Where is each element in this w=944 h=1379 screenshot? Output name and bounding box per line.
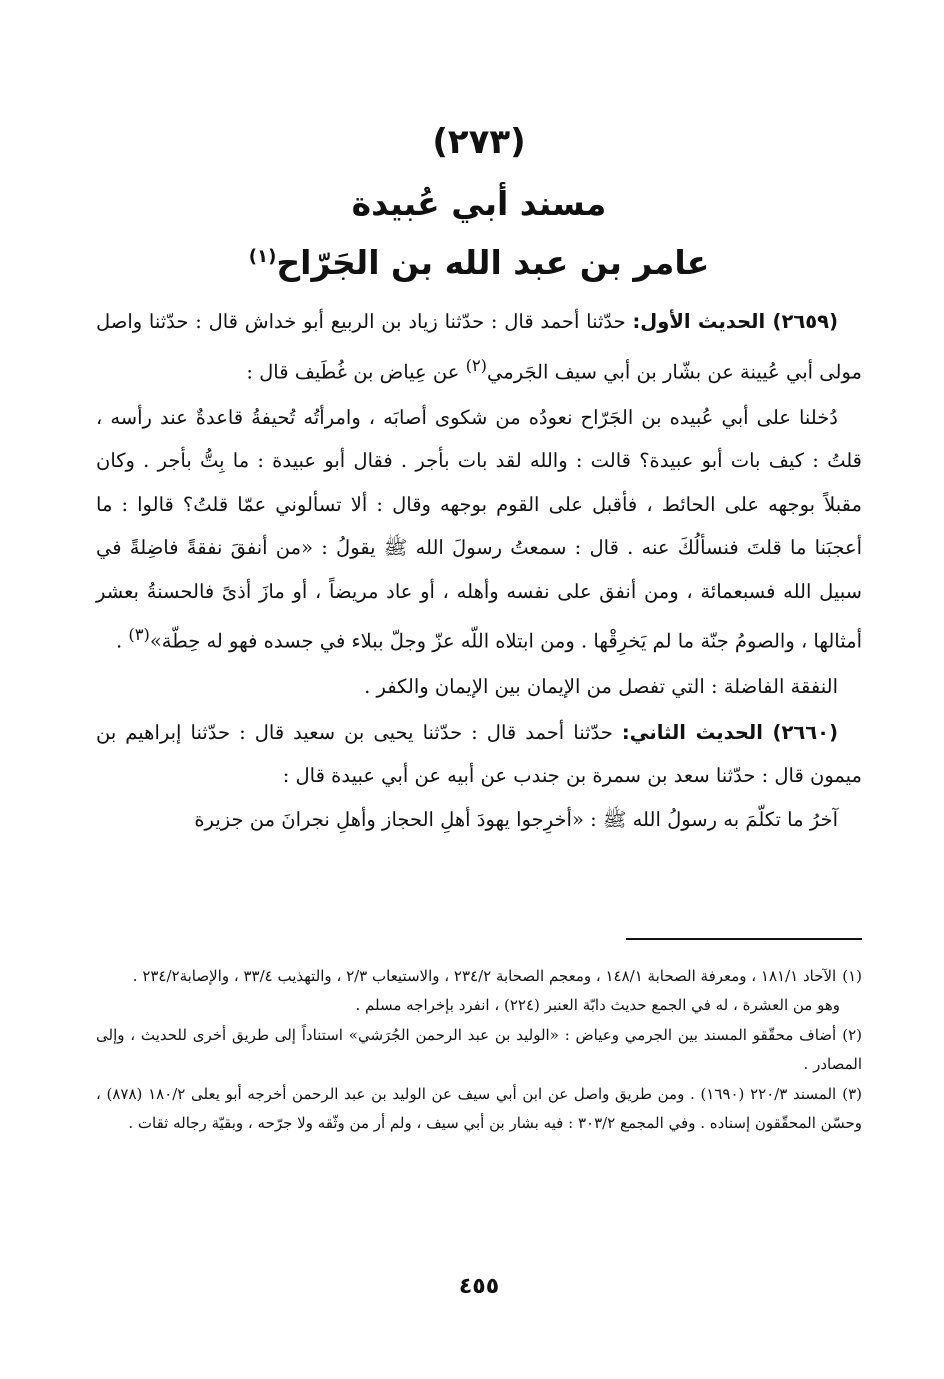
hadith-2-text: آخرُ ما تكلّمَ به رسولُ الله ﷺ : «أخرِجوا يهودَ أهلِ الحجاز وأهلِ نجرانَ من جزيرة	[194, 807, 838, 831]
footnote-2	[96, 1021, 862, 1079]
hadith-1-matn: دُخلنا على أبي عُبيده بن الجَرّاح نعودُه من شكوى أصابَه ، وامرأتُه تُحيفةُ قاعدةٌ عند رأسه ، قلتُ : كيف بات أبو عبيدة؟ قالت : والله لقد بات بأجر . فقال أبو عبيدة : ما بِتُّ بأجر . وكان مقبلاً بوجهه على الحائط ، فأقبل على القوم بوجهه وقال : ألا تسألوني عمّا قلتُ؟ قالوا : ما أعجبَنا ما قلتَ فنسألُكَ عنه . قال : سمعتُ رسولَ الله ﷺ يقولُ : «من أنفقَ نفقةً فاضِلةً في سبيل الله فسبعمائة ، ومن أنفق على نفسه وأهله ، أو عاد مريضاً ، أو مازَ أذىً فالحسنةُ بعشر أمثالها ، والصومُ جنّة ما لم يَخرِقْها . ومن ابتلاه اللّه عزّ وجلّ ببلاء في جسده فهو له حِطّة»	[96, 405, 862, 653]
page-title: مسند أبي عُبيدة	[351, 184, 607, 223]
footnote-divider	[626, 938, 862, 940]
hadith-1-text	[96, 396, 862, 664]
chapter-number: (٢٧٣)	[432, 122, 526, 162]
footnote-1	[96, 962, 862, 1020]
footnote-line: المسند ٢٢٠/٣ (١٦٩٠) . ومن طريق واصل عن ابن أبي سيف عن الوليد بن عبد الرحمن أخرجه أبو يعلى ١٨٠/٢ (٨٧٨) ، وحسّن المحقّقون إسناده . وفي المجمع ٣٠٣/٢ : فيه بشار بن أبي سيف ، ولم أر من وثّقه ولا جرّحه ، وبقيّة رجاله ثقات .	[96, 1085, 862, 1132]
page-number: ٤٥٥	[458, 1274, 500, 1299]
footnote-line: الآحاد ١٨١/١ ، ومعرفة الصحابة ١٤٨/١ ، ومعجم الصحابة ٢٣٤/٢ ، والاستيعاب ٢/٣ ، والتهذيب ٣٣/٤ ، والإصابة٢٣٤/٢ .	[132, 967, 837, 985]
footnote-ref-2: (٢)	[465, 355, 487, 375]
hadith-1-end: .	[115, 629, 123, 653]
subtitle-text: عامر بن عبد الله بن الجَرّاح	[276, 243, 710, 282]
footnote-line: وهو من العشرة ، له في الجمع حديث دابّة العنبر (٢٢٤) ، انفرد بإخراجه مسلم .	[355, 996, 840, 1014]
gloss-note: النفقة الفاضلة : التي تفصل من الإيمان بين الإيمان والكفر .	[364, 675, 838, 698]
hadith-2-label: (٢٦٦٠) الحديث الثاني:	[621, 720, 838, 744]
footnote-number: (٣)	[842, 1085, 862, 1103]
footnote-3	[96, 1080, 862, 1138]
hadith-1-chain-end: عن عِياض بن غُطَيف قال :	[246, 360, 460, 383]
footnote-number: (٢)	[842, 1026, 862, 1044]
footnote-number: (١)	[842, 967, 862, 985]
page-subtitle	[96, 243, 862, 282]
footnote-line: أضاف محقّقو المسند بين الجرمي وعياض : «الوليد بن عبد الرحمن الجُرَشي» استناداً إلى طريق أخرى للحديث ، وإلى المصادر .	[96, 1026, 862, 1073]
book-page	[96, 0, 862, 1379]
footnote-ref-1: (١)	[248, 246, 277, 267]
main-text	[96, 300, 862, 841]
hadith-1-isnad	[96, 300, 862, 394]
footnote-ref-3: (٣)	[128, 625, 150, 644]
hadith-2-isnad	[96, 711, 862, 798]
hadith-2-chain: حدّثنا أحمد قال : حدّثنا يحيى بن سعيد قال : حدّثنا إبراهيم بن ميمون قال : حدّثنا سعد بن سمرة بن جندب عن أبيه عن أبي عبيدة قال :	[96, 720, 862, 787]
hadith-1-chain: حدّثنا أحمد قال : حدّثنا زياد بن الربيع أبو خداش قال : حدّثنا واصل مولى أبي عُيينة عن بشّار بن أبي سيف الجَرمي	[96, 310, 862, 383]
hadith-1-label: (٢٦٥٩) الحديث الأول:	[632, 310, 838, 333]
footnotes	[96, 962, 862, 1139]
